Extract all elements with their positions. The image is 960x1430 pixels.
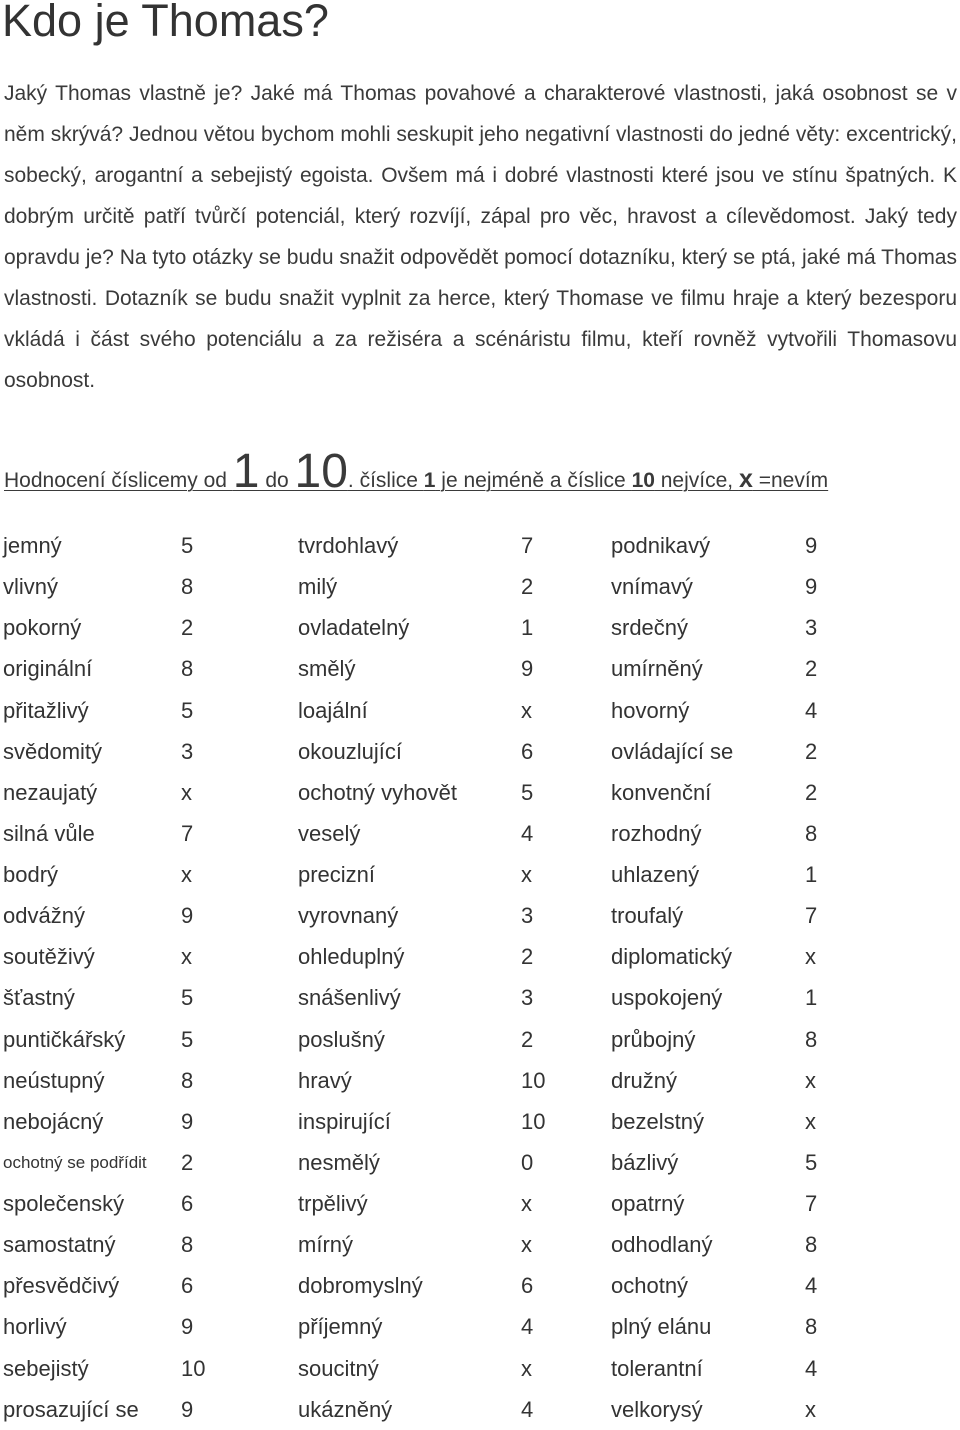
trait-name: snášenlivý (298, 985, 401, 1011)
rating-text-2: do (259, 469, 295, 492)
trait-name: nezaujatý (3, 779, 98, 805)
trait-score: 2 (521, 1026, 534, 1052)
trait-score: 1 (805, 862, 818, 887)
rating-min: 1 (232, 445, 260, 498)
trait-row (3, 936, 953, 977)
trait-row (3, 1265, 953, 1306)
trait-score: 5 (181, 985, 194, 1011)
trait-name: vlivný (3, 574, 59, 600)
trait-name: soucitný (298, 1355, 379, 1381)
trait-name: svědomitý (3, 738, 103, 764)
trait-name: velkorysý (611, 1396, 703, 1422)
trait-score: 8 (805, 820, 818, 846)
trait-score: 8 (805, 1026, 818, 1052)
trait-score: 4 (521, 820, 534, 846)
trait-row (3, 1183, 953, 1224)
trait-name: inspirující (298, 1108, 391, 1134)
trait-score: x (805, 1108, 816, 1134)
trait-row (3, 1142, 953, 1183)
trait-row (3, 1224, 953, 1265)
trait-name: ochotný vyhovět (298, 779, 457, 805)
rating-text-4: je nejméně a číslice (435, 469, 632, 492)
trait-score: 9 (181, 1108, 194, 1134)
trait-name: silná vůle (3, 820, 95, 846)
trait-name: bázlivý (611, 1149, 679, 1175)
trait-name: mírný (298, 1232, 353, 1258)
trait-name: diplomatický (611, 944, 733, 970)
trait-row (3, 977, 953, 1018)
trait-name: prosazující se (3, 1396, 139, 1422)
trait-score: 7 (181, 820, 194, 846)
trait-name: loajální (298, 697, 368, 723)
trait-name: tvrdohlavý (298, 533, 399, 558)
trait-row (3, 1348, 953, 1389)
trait-score: x (521, 1191, 532, 1216)
trait-name: ovládající se (611, 738, 734, 764)
trait-row (3, 690, 953, 731)
trait-row (3, 1060, 953, 1101)
trait-score: 7 (521, 533, 534, 558)
trait-name: dobromyslný (298, 1273, 423, 1299)
page-title: Kdo je Thomas? (2, 0, 329, 46)
rating-underlined (4, 445, 829, 498)
trait-score: 8 (181, 656, 194, 682)
trait-name: jemný (3, 533, 62, 558)
trait-name: poslušný (298, 1026, 385, 1052)
trait-score: 9 (805, 574, 818, 600)
trait-name: ohleduplný (298, 944, 405, 970)
trait-name: veselý (298, 820, 361, 846)
trait-score: 2 (521, 944, 534, 970)
trait-score: 8 (181, 1067, 194, 1093)
rating-text-5: nejvíce, (654, 469, 739, 492)
trait-row (3, 813, 953, 854)
trait-name: přitažlivý (3, 697, 89, 723)
trait-name: trpělivý (298, 1191, 368, 1216)
trait-name: odhodlaný (611, 1232, 713, 1258)
trait-name: bodrý (3, 862, 59, 887)
trait-score: x (521, 1355, 532, 1381)
trait-row (3, 1306, 953, 1347)
trait-score: x (521, 697, 532, 723)
rating-text-6: =nevím (752, 469, 829, 492)
trait-score: x (805, 944, 816, 970)
trait-name: rozhodný (611, 820, 702, 846)
trait-score: x (805, 1067, 816, 1093)
trait-name: průbojný (611, 1026, 696, 1052)
trait-score: 9 (521, 656, 534, 682)
trait-name: příjemný (298, 1314, 383, 1340)
trait-score: 1 (805, 985, 818, 1011)
trait-score: 9 (805, 533, 818, 558)
trait-row (3, 1101, 953, 1142)
trait-name: precizní (298, 862, 376, 887)
trait-score: 7 (805, 1191, 818, 1216)
trait-score: 6 (181, 1191, 194, 1216)
trait-score: 8 (181, 574, 194, 600)
trait-row (3, 854, 953, 895)
trait-row (3, 895, 953, 936)
rating-max-bold: 10 (631, 469, 655, 492)
trait-score: 9 (181, 1314, 194, 1340)
trait-name: vyrovnaný (298, 903, 399, 929)
trait-score: 2 (805, 656, 818, 682)
trait-name: šťastný (3, 985, 75, 1011)
trait-row (3, 648, 953, 689)
trait-name: uhlazený (611, 862, 700, 887)
rating-max: 10 (294, 445, 348, 498)
trait-score: 5 (181, 533, 194, 558)
trait-name: troufalý (611, 903, 684, 929)
trait-name: uspokojený (611, 985, 723, 1011)
trait-score: 9 (181, 903, 194, 929)
trait-name: ukázněný (298, 1396, 393, 1422)
trait-score: x (181, 862, 192, 887)
rating-min-bold: 1 (423, 469, 436, 492)
trait-name: opatrný (611, 1191, 685, 1216)
trait-name: hravý (298, 1067, 352, 1093)
trait-score: 2 (181, 615, 194, 641)
trait-score: 5 (805, 1149, 818, 1175)
trait-name: neústupný (3, 1067, 105, 1093)
trait-score: 3 (521, 903, 534, 929)
trait-score: 6 (181, 1273, 194, 1299)
trait-name: bezelstný (611, 1108, 704, 1134)
trait-score: 9 (181, 1396, 194, 1422)
trait-name: milý (298, 574, 338, 600)
trait-name: přesvědčivý (3, 1273, 120, 1299)
trait-name: plný elánu (611, 1314, 712, 1340)
trait-score: 0 (521, 1149, 534, 1175)
trait-score: 5 (181, 697, 194, 723)
trait-row (3, 607, 953, 648)
trait-name: hovorný (611, 697, 690, 723)
trait-name: smělý (298, 656, 356, 682)
trait-score: 5 (181, 1026, 194, 1052)
trait-score: 6 (521, 1273, 534, 1299)
trait-name: společenský (3, 1191, 125, 1216)
trait-name: ochotný se podřídit (3, 1152, 147, 1172)
trait-score: 10 (521, 1067, 546, 1093)
trait-score: 4 (521, 1314, 534, 1340)
rating-instructions (4, 445, 944, 506)
trait-score: x (521, 1232, 532, 1258)
trait-score: 3 (805, 615, 818, 641)
trait-name: originální (3, 656, 93, 682)
trait-table (3, 525, 953, 1430)
trait-score: 10 (181, 1355, 206, 1381)
trait-row (3, 566, 953, 607)
trait-name: ovladatelný (298, 615, 410, 641)
trait-score: 4 (805, 1273, 818, 1299)
trait-row (3, 731, 953, 772)
trait-score: 1 (521, 615, 534, 641)
trait-name: horlivý (3, 1314, 67, 1340)
trait-score: x (805, 1396, 816, 1422)
trait-row (3, 525, 953, 566)
trait-score: 8 (805, 1232, 818, 1258)
trait-row (3, 772, 953, 813)
trait-name: ochotný (611, 1273, 689, 1299)
trait-name: sebejistý (3, 1355, 89, 1381)
trait-score: 5 (521, 779, 534, 805)
trait-score: 2 (805, 779, 818, 805)
trait-name: puntičkářský (3, 1026, 126, 1052)
trait-name: vnímavý (611, 574, 693, 600)
trait-name: soutěživý (3, 944, 95, 970)
trait-score: 2 (181, 1149, 194, 1175)
trait-score: 2 (805, 738, 818, 764)
rating-text-3: . číslice (347, 469, 424, 492)
trait-score: 10 (521, 1108, 546, 1134)
trait-score: 7 (805, 903, 818, 929)
intro-paragraph: Jaký Thomas vlastně je? Jaké má Thomas povahové a charakterové vlastnosti, jaká osobnost se v něm skrývá? Jednou větou bychom mohli seskupit jeho negativní vlastnosti do jedné věty: excentrický, sobecký, arogantní a sebejistý egoista. Ovšem má i dobré vlastnosti které jsou ve stínu špatných. K dobrým určitě patří tvůrčí potenciál, který rozvíjí, zápal pro věc, hravost a cílevědomost. Jaký tedy opravdu je? Na tyto otázky se budu snažit odpovědět pomocí dotazníku, který se ptá, jaké má Thomas vlastnosti. Dotazník se budu snažit vyplnit za herce, který Thomase ve filmu hraje a který bezesporu vkládá i část svého potenciálu a za režiséra a scénáristu filmu, kteří rovněž vytvořili Thomasovu osobnost. (4, 82, 957, 392)
trait-score: 6 (521, 738, 534, 764)
trait-score: 3 (521, 985, 534, 1011)
rating-unknown-symbol: x (738, 465, 753, 493)
trait-name: tolerantní (611, 1355, 703, 1381)
trait-name: nesmělý (298, 1149, 380, 1175)
trait-name: odvážný (3, 903, 85, 929)
trait-score: x (181, 944, 192, 970)
trait-score: 2 (521, 574, 534, 600)
trait-score: x (181, 779, 192, 805)
trait-name: srdečný (611, 615, 689, 641)
trait-score: 8 (181, 1232, 194, 1258)
trait-row (3, 1019, 953, 1060)
trait-score: 4 (521, 1396, 534, 1422)
trait-row (3, 1389, 953, 1430)
trait-score: 4 (805, 1355, 818, 1381)
rating-text-1: Hodnocení číslicemy od (4, 469, 233, 492)
trait-score: 4 (805, 697, 818, 723)
trait-name: nebojácný (3, 1108, 104, 1134)
trait-name: okouzlující (298, 738, 402, 764)
trait-score: x (521, 862, 532, 887)
trait-score: 3 (181, 738, 194, 764)
trait-name: umírněný (611, 656, 703, 682)
trait-score: 8 (805, 1314, 818, 1340)
trait-name: konvenční (611, 779, 712, 805)
trait-name: podnikavý (611, 533, 711, 558)
trait-name: pokorný (3, 615, 82, 641)
trait-name: samostatný (3, 1232, 116, 1258)
trait-name: družný (611, 1067, 678, 1093)
